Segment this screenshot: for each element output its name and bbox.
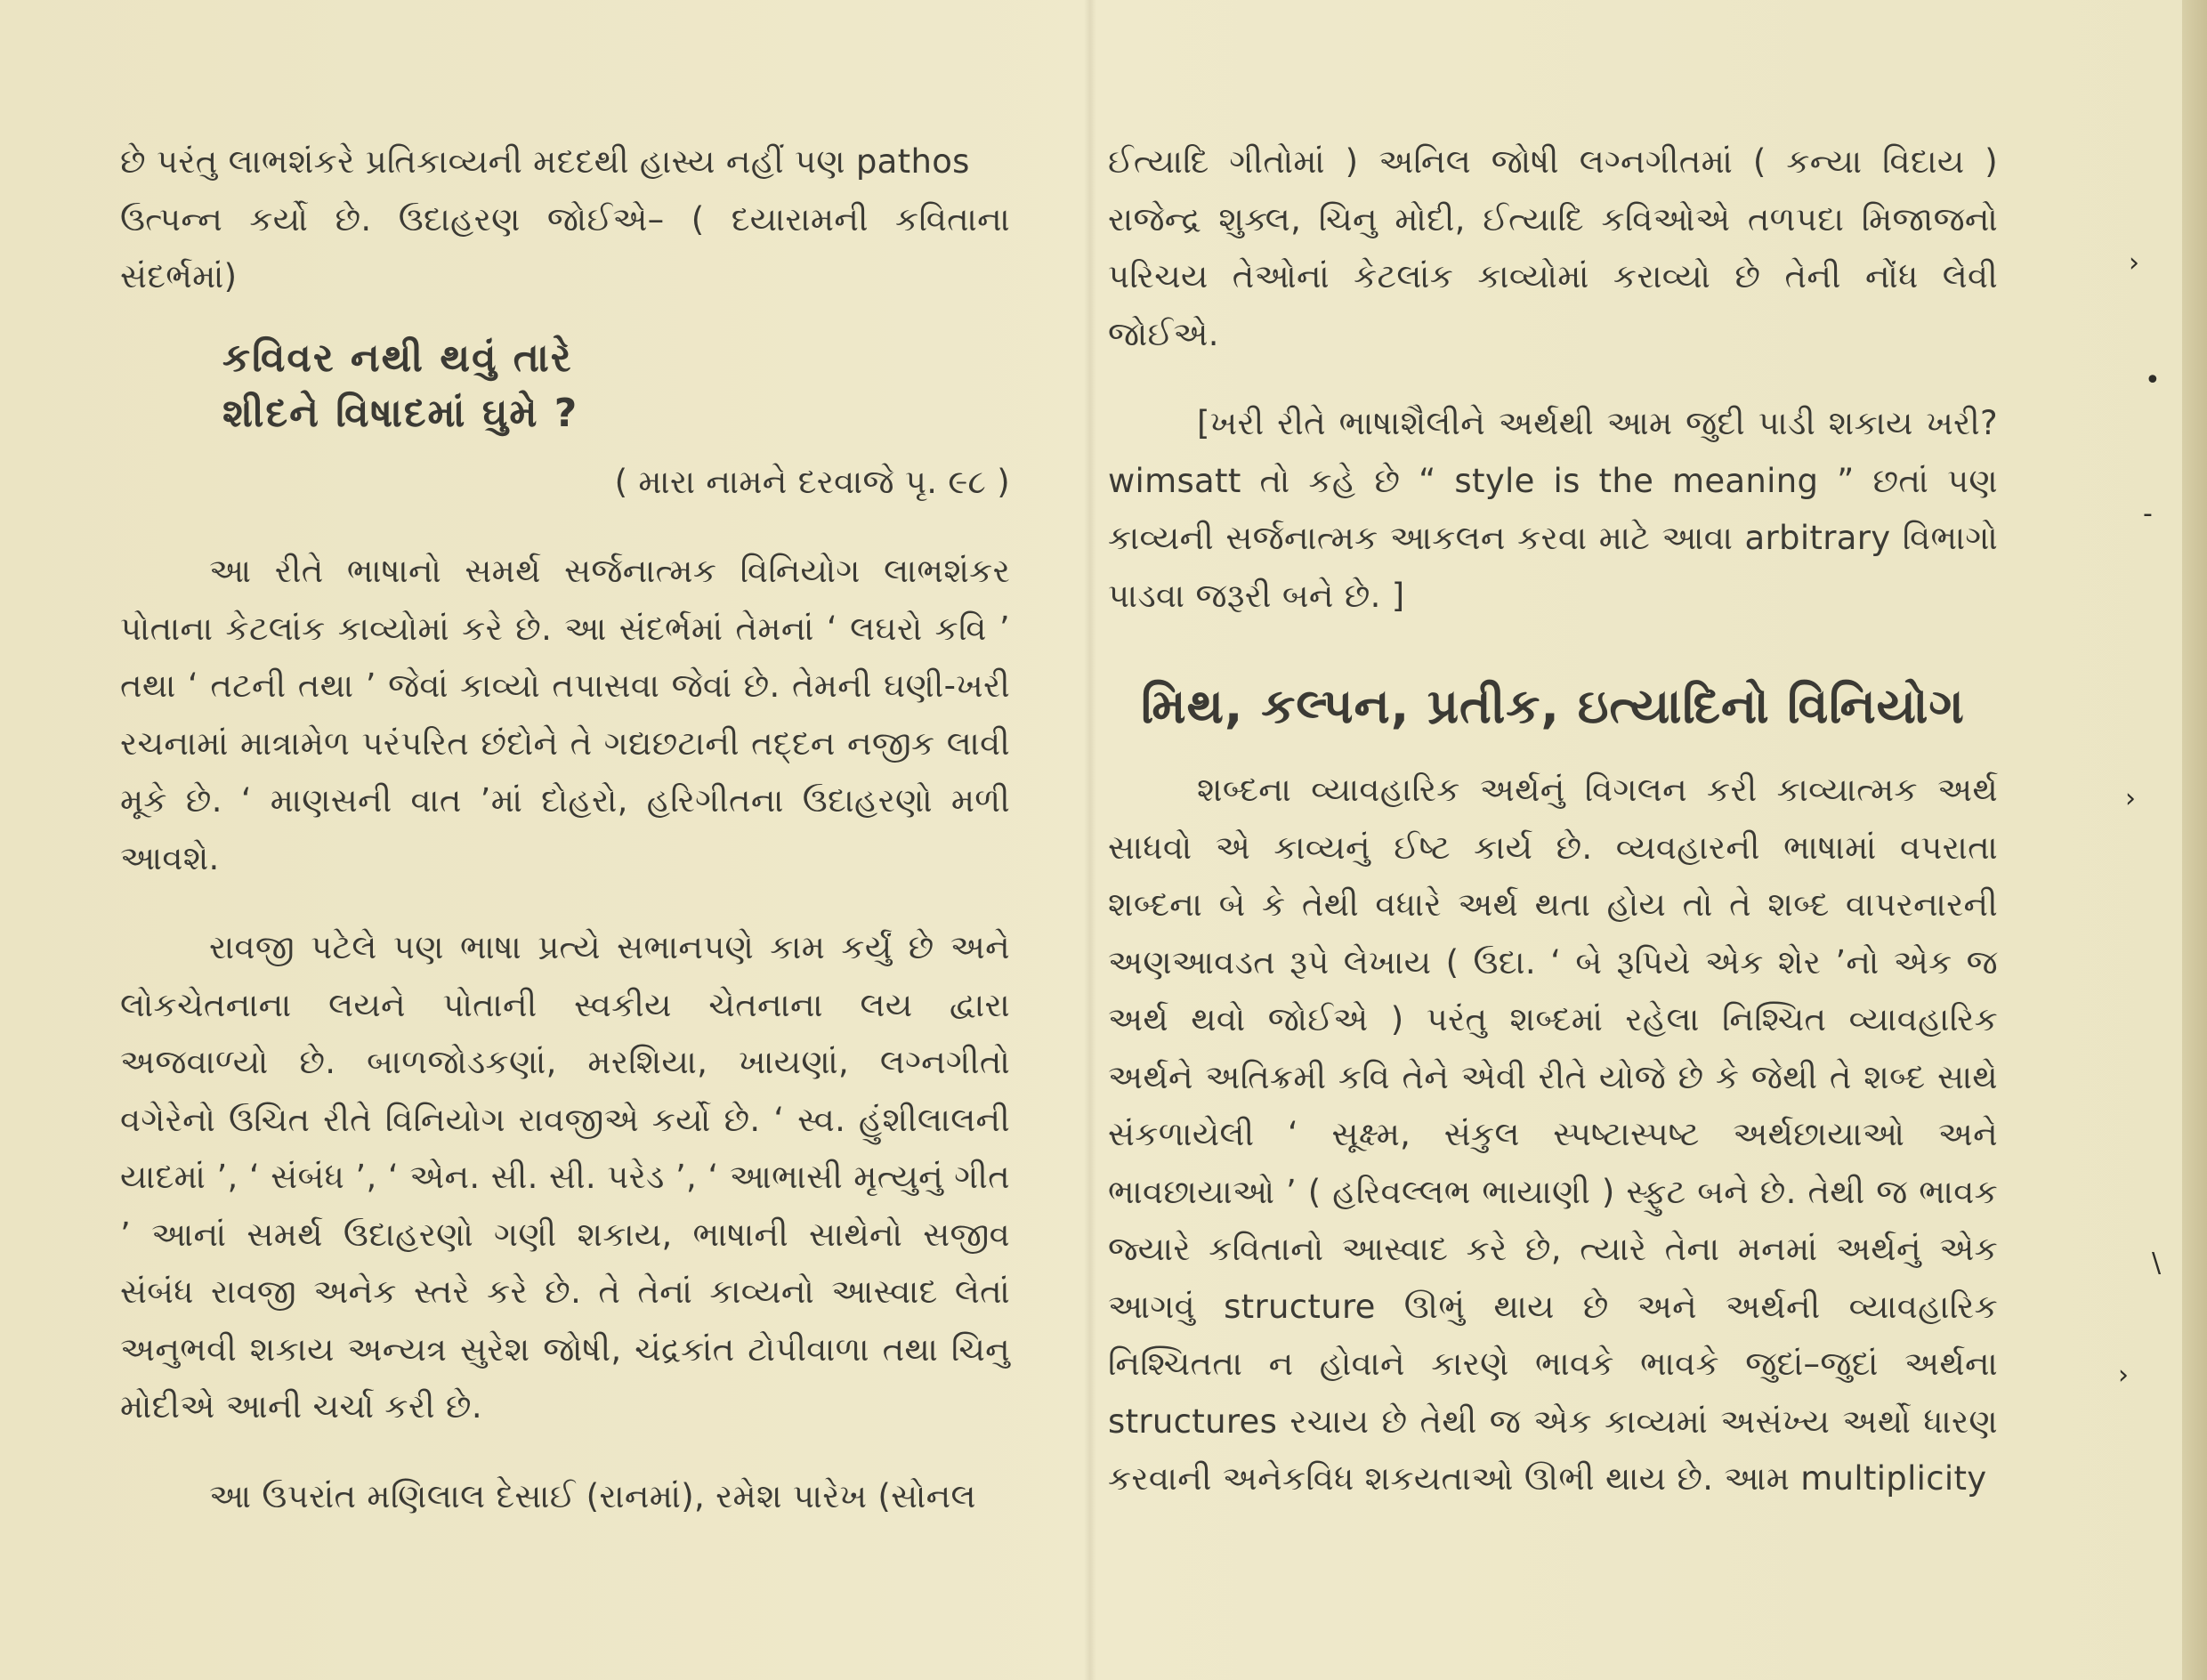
margin-mark: ›	[2129, 247, 2139, 279]
right-paragraph-2: [ખરી રીતે ભાષાશૈલીને અર્થથી આમ જુદી પાડી શકાય ખરી? wimsatt તો કહે છે “ style is the meaning ” છતાં પણ કાવ્યની સર્જનાત્મક આકલન કરવા માટે આવા arbitrary વિભાગો પાડવા જરૂરી બને છે. ]	[1108, 404, 1998, 615]
right-paragraph-1: ઈત્યાદિ ગીતોમાં ) અનિલ જોષી લગ્નગીતમાં ( કન્યા વિદાય ) રાજેન્દ્ર શુક્લ, ચિનુ મોદી, ઈત્યાદિ કવિઓએ તળપદા મિજાજનો પરિચય તેઓનાં કેટલાંક કાવ્યોમાં કરાવ્યો છે તેની નોંધ લેવી જોઈએ.	[1108, 142, 1999, 353]
margin-mark: -	[2143, 498, 2153, 529]
margin-mark: •	[2145, 365, 2161, 396]
page-edge	[2182, 0, 2207, 1680]
right-paragraph-3: શબ્દના વ્યાવહારિક અર્થનું વિગલન કરી કાવ્યાત્મક અર્થ સાધવો એ કાવ્યનું ઈષ્ટ કાર્ય છે. વ્યવહારની ભાષામાં વપરાતા શબ્દના બે કે તેથી વધારે અર્થ થતા હોય તો તે શબ્દ વાપરનારની અણઆવડત રૂપે લેખાય ( ઉદા. ‘ બે રૂપિયે એક શેર ’નો એક જ અર્થ થવો જોઈએ ) પરંતુ શબ્દમાં રહેલા નિશ્ચિત વ્યાવહારિક અર્થને અતિક્રમી કવિ તેને એવી રીતે યોજે છે કે જેથી તે શબ્દ સાથે સંકળાયેલી ‘ સૂક્ષ્મ, સંકુલ સ્પષ્ટાસ્પષ્ટ અર્થછાયાઓ અને ભાવછાયાઓ ’ ( હરિવલ્લભ ભાયાણી ) સ્ફુટ બને છે. તેથી જ ભાવક જ્યારે કવિતાનો આસ્વાદ કરે છે, ત્યારે તેના મનમાં અર્થનું એક આગવું structure ઊભું થાય છે અને અર્થની વ્યાવહારિક નિશ્ચિતતા ન હોવાને કારણે ભાવકે ભાવકે જુદાં–જુદાં અર્થના structures રચાય છે તેથી જ એક કાવ્યમાં અસંખ્ય અર્થો ધારણ કરવાની અનેકવિધ શકયતાઓ ઊભી થાય છે. આમ multiplicity	[1108, 771, 1998, 1498]
left-paragraph-3: રાવજી પટેલે પણ ભાષા પ્રત્યે સભાનપણે કામ કર્યું છે અને લોકચેતનાના લયને પોતાની સ્વકીય ચેતનાના લય દ્વારા અજવાળ્યો છે. બાળજોડકણાં, મરશિયા, ખાયણાં, લગ્નગીતો વગેરેનો ઉચિત રીતે વિનિયોગ રાવજીએ કર્યો છે. ‘ સ્વ. હુંશીલાલની યાદમાં ’, ‘ સંબંધ ’, ‘ એન. સી. સી. પરેડ ’, ‘ આભાસી મૃત્યુનું ગીત ’ આનાં સમર્થ ઉદાહરણો ગણી શકાય, ભાષાની સાથેનો સજીવ સંબંધ રાવજી અનેક સ્તરે કરે છે. તે તેનાં કાવ્યનો આસ્વાદ લેતાં અનુભવી શકાય અન્યત્ર સુરેશ જોષી, ચંદ્રકાંત ટોપીવાળા તથા ચિનુ મોદીએ આની ચર્ચા કરી છે.	[120, 928, 1010, 1426]
poem-source: ( મારા નામને દરવાજે પૃ. ૯૮ )	[614, 462, 1010, 501]
right-column	[1108, 133, 1998, 1508]
page-fold	[1084, 0, 1096, 1680]
section-heading: મિથ, કલ્પન, પ્રતીક, ઇત્યાદિનો વિનિયોગ	[1141, 678, 1965, 734]
left-paragraph-4: આ ઉપરાંત મણિલાલ દેસાઈ (રાનમાં), રમેશ પારેખ (સોનલ	[209, 1476, 976, 1515]
left-paragraph-2: આ રીતે ભાષાનો સમર્થ સર્જનાત્મક વિનિયોગ લાભશંકર પોતાના કેટલાંક કાવ્યોમાં કરે છે. આ સંદર્ભમાં તેમનાં ‘ લઘરો કવિ ’ તથા ‘ તટની તથા ’ જેવાં કાવ્યો તપાસવા જેવાં છે. તેમની ઘણી-ખરી રચનામાં માત્રામેળ પરંપરિત છંદોને તે ગદ્યછટાની તદ્દન નજીક લાવી મૂકે છે. ‘ માણસની વાત ’માં દોહરો, હરિગીતના ઉદાહરણો મળી આવશે.	[120, 552, 1010, 877]
margin-mark: ›	[2118, 1360, 2129, 1391]
margin-mark: \	[2152, 1248, 2162, 1279]
left-column	[120, 133, 1010, 1525]
margin-mark: ›	[2125, 783, 2136, 814]
poem-quote: કવિવર નથી થવું તારે શીદને વિષાદમાં ઘુમે ?	[222, 335, 579, 436]
left-paragraph-1: છે પરંતુ લાભશંકરે પ્રતિકાવ્યની મદદથી હાસ્ય નહીં પણ pathos ઉત્પન્ન કર્યો છે. ઉદાહરણ જોઈએ– ( દયારામની કવિતાના સંદર્ભમાં)	[120, 142, 1010, 295]
